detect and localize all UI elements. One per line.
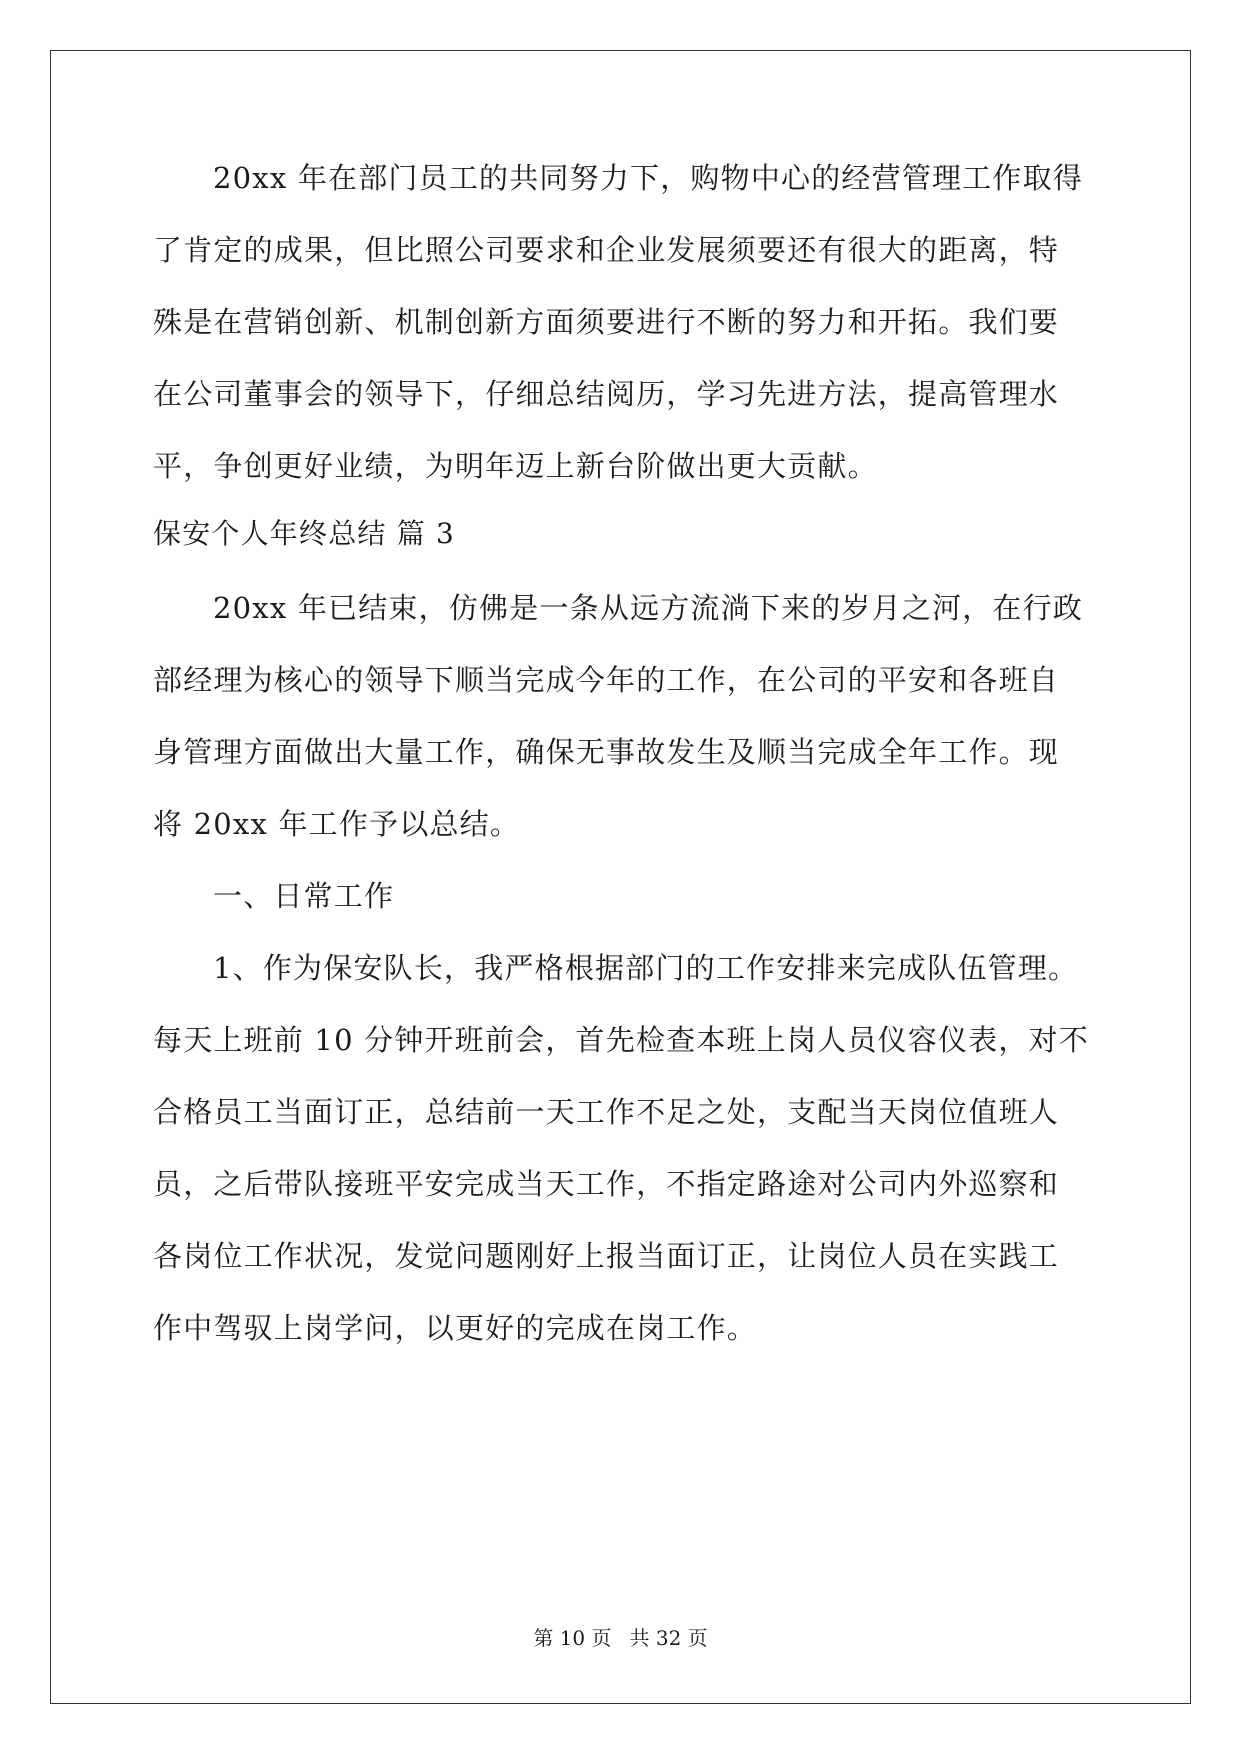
paragraph-2-line-3: 身管理方面做出大量工作，确保无事故发生及顺当完成全年工作。现: [153, 735, 1060, 769]
paragraph-2-line-2: 部经理为核心的领导下顺当完成今年的工作，在公司的平安和各班自: [153, 663, 1060, 697]
paragraph-1-line-1: 20xx 年在部门员工的共同努力下，购物中心的经营管理工作取得: [213, 161, 1084, 195]
paragraph-1-line-4: 在公司董事会的领导下，仔细总结阅历，学习先进方法，提高管理水: [153, 377, 1060, 411]
page-total: 共 32 页: [629, 1626, 708, 1650]
paragraph-3-line-4: 员，之后带队接班平安完成当天工作，不指定路途对公司内外巡察和: [153, 1167, 1060, 1201]
paragraph-3-line-2: 每天上班前 10 分钟开班前会，首先检查本班上岗人员仪容仪表，对不: [153, 1023, 1089, 1057]
paragraph-1-line-5: 平，争创更好业绩，为明年迈上新台阶做出更大贡献。: [153, 449, 878, 483]
page-number: 第 10 页: [533, 1626, 612, 1650]
paragraph-1-line-2: 了肯定的成果，但比照公司要求和企业发展须要还有很大的距离，特: [153, 233, 1060, 267]
paragraph-2-line-4: 将 20xx 年工作予以总结。: [153, 807, 521, 841]
paragraph-3-line-1: 1、作为保安队长，我严格根据部门的工作安排来完成队伍管理。: [213, 951, 1079, 985]
subheading-daily-work: 一、日常工作: [213, 879, 395, 913]
paragraph-3-line-3: 合格员工当面订正，总结前一天工作不足之处，支配当天岗位值班人: [153, 1095, 1060, 1129]
paragraph-3-line-6: 作中驾驭上岗学问，以更好的完成在岗工作。: [153, 1311, 758, 1345]
paragraph-1-line-3: 殊是在营销创新、机制创新方面须要进行不断的努力和开拓。我们要: [153, 305, 1060, 339]
paragraph-3-line-5: 各岗位工作状况，发觉问题刚好上报当面订正，让岗位人员在实践工: [153, 1239, 1060, 1273]
section-heading: 保安个人年终总结 篇 3: [153, 517, 456, 550]
page-footer: [0, 1625, 1241, 1651]
paragraph-2-line-1: 20xx 年已结束，仿佛是一条从远方流淌下来的岁月之河，在行政: [213, 591, 1084, 625]
